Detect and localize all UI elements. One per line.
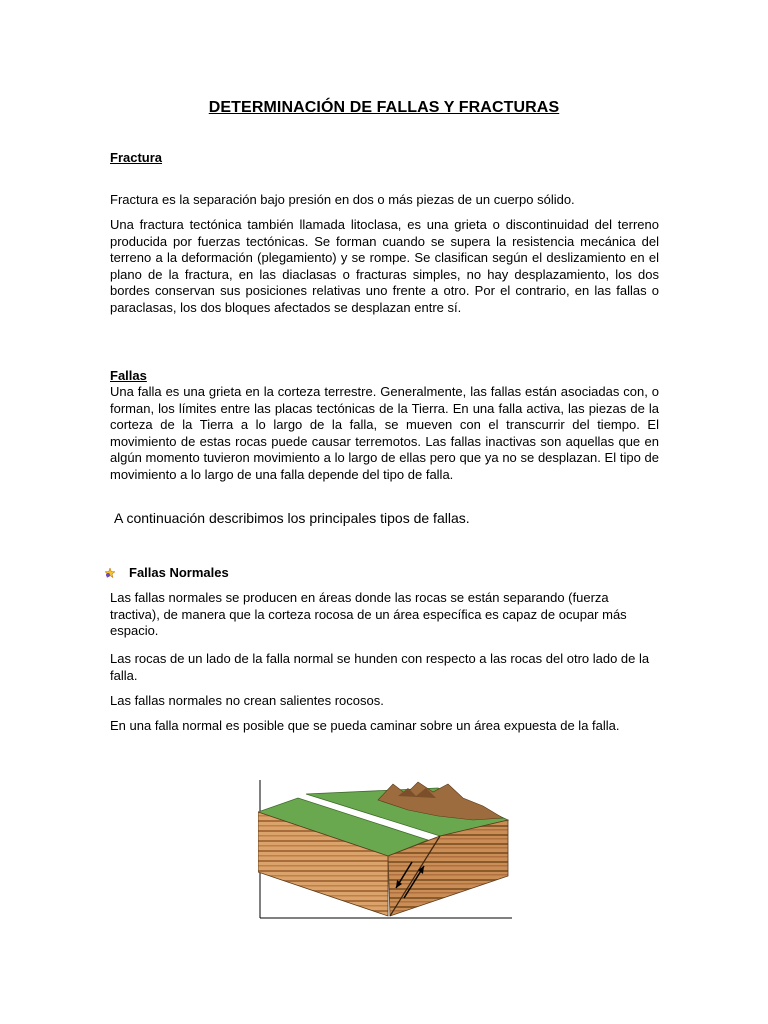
heading-fallas-normales: Fallas Normales <box>129 565 229 580</box>
paragraph-normales-2: Las rocas de un lado de la falla normal se hunden con respecto a las rocas del otro lado de la falla. <box>110 651 650 683</box>
bullet-star-icon <box>104 567 116 579</box>
heading-fallas: Fallas <box>110 368 147 383</box>
paragraph-normales-3: Las fallas normales no crean salientes rocosos. <box>110 693 384 708</box>
paragraph-fractura-tectonica: Una fractura tectónica también llamada litoclasa, es una grieta o discontinuidad del terreno producida por fuerzas tectónicas. Se forman cuando se supera la resistencia mecánica del terreno a la deformación (plegamiento) y se rompe. Se clasifican según el deslizamiento en el plano de la fractura, en las diaclasas o fracturas simples, no hay desplazamiento, los dos bordes conservan sus posiciones relativas uno frente a otro. Por el contrario, en las fallas o paraclasas, los dos bloques afectados se desplazan entre sí. <box>110 217 659 315</box>
paragraph-fallas-definition: Una falla es una grieta en la corteza terrestre. Generalmente, las fallas están asociadas con, o forman, los límites entre las placas tectónicas de la Tierra. En una falla activa, las piezas de la corteza de la Tierra a lo largo de la falla, se mueven con el transcurrir del tiempo. El movimiento de estas rocas puede causar terremotos. Las fallas inactivas son aquellas que en algún momento tuvieron movimiento a lo largo de ellas pero que ya no se desplazan. El tipo de movimiento a lo largo de una falla depende del tipo de falla. <box>110 384 659 482</box>
paragraph-normales-1: Las fallas normales se producen en áreas donde las rocas se están separando (fuerza tractiva), de manera que la corteza rocosa de un área específica es capaz de ocupar más espacio. <box>110 590 627 639</box>
bullet-fallas-normales <box>104 565 229 580</box>
paragraph-normales-4: En una falla normal es posible que se pueda caminar sobre un área expuesta de la falla. <box>110 718 620 733</box>
paragraph-fractura-definition: Fractura es la separación bajo presión en dos o más piezas de un cuerpo sólido. <box>110 192 575 207</box>
document-title: DETERMINACIÓN DE FALLAS Y FRACTURAS <box>208 99 560 116</box>
normal-fault-block-diagram-icon <box>258 780 514 920</box>
heading-fractura: Fractura <box>110 150 163 165</box>
intro-tipos-de-fallas: A continuación describimos los principales tipos de fallas. <box>114 510 470 526</box>
